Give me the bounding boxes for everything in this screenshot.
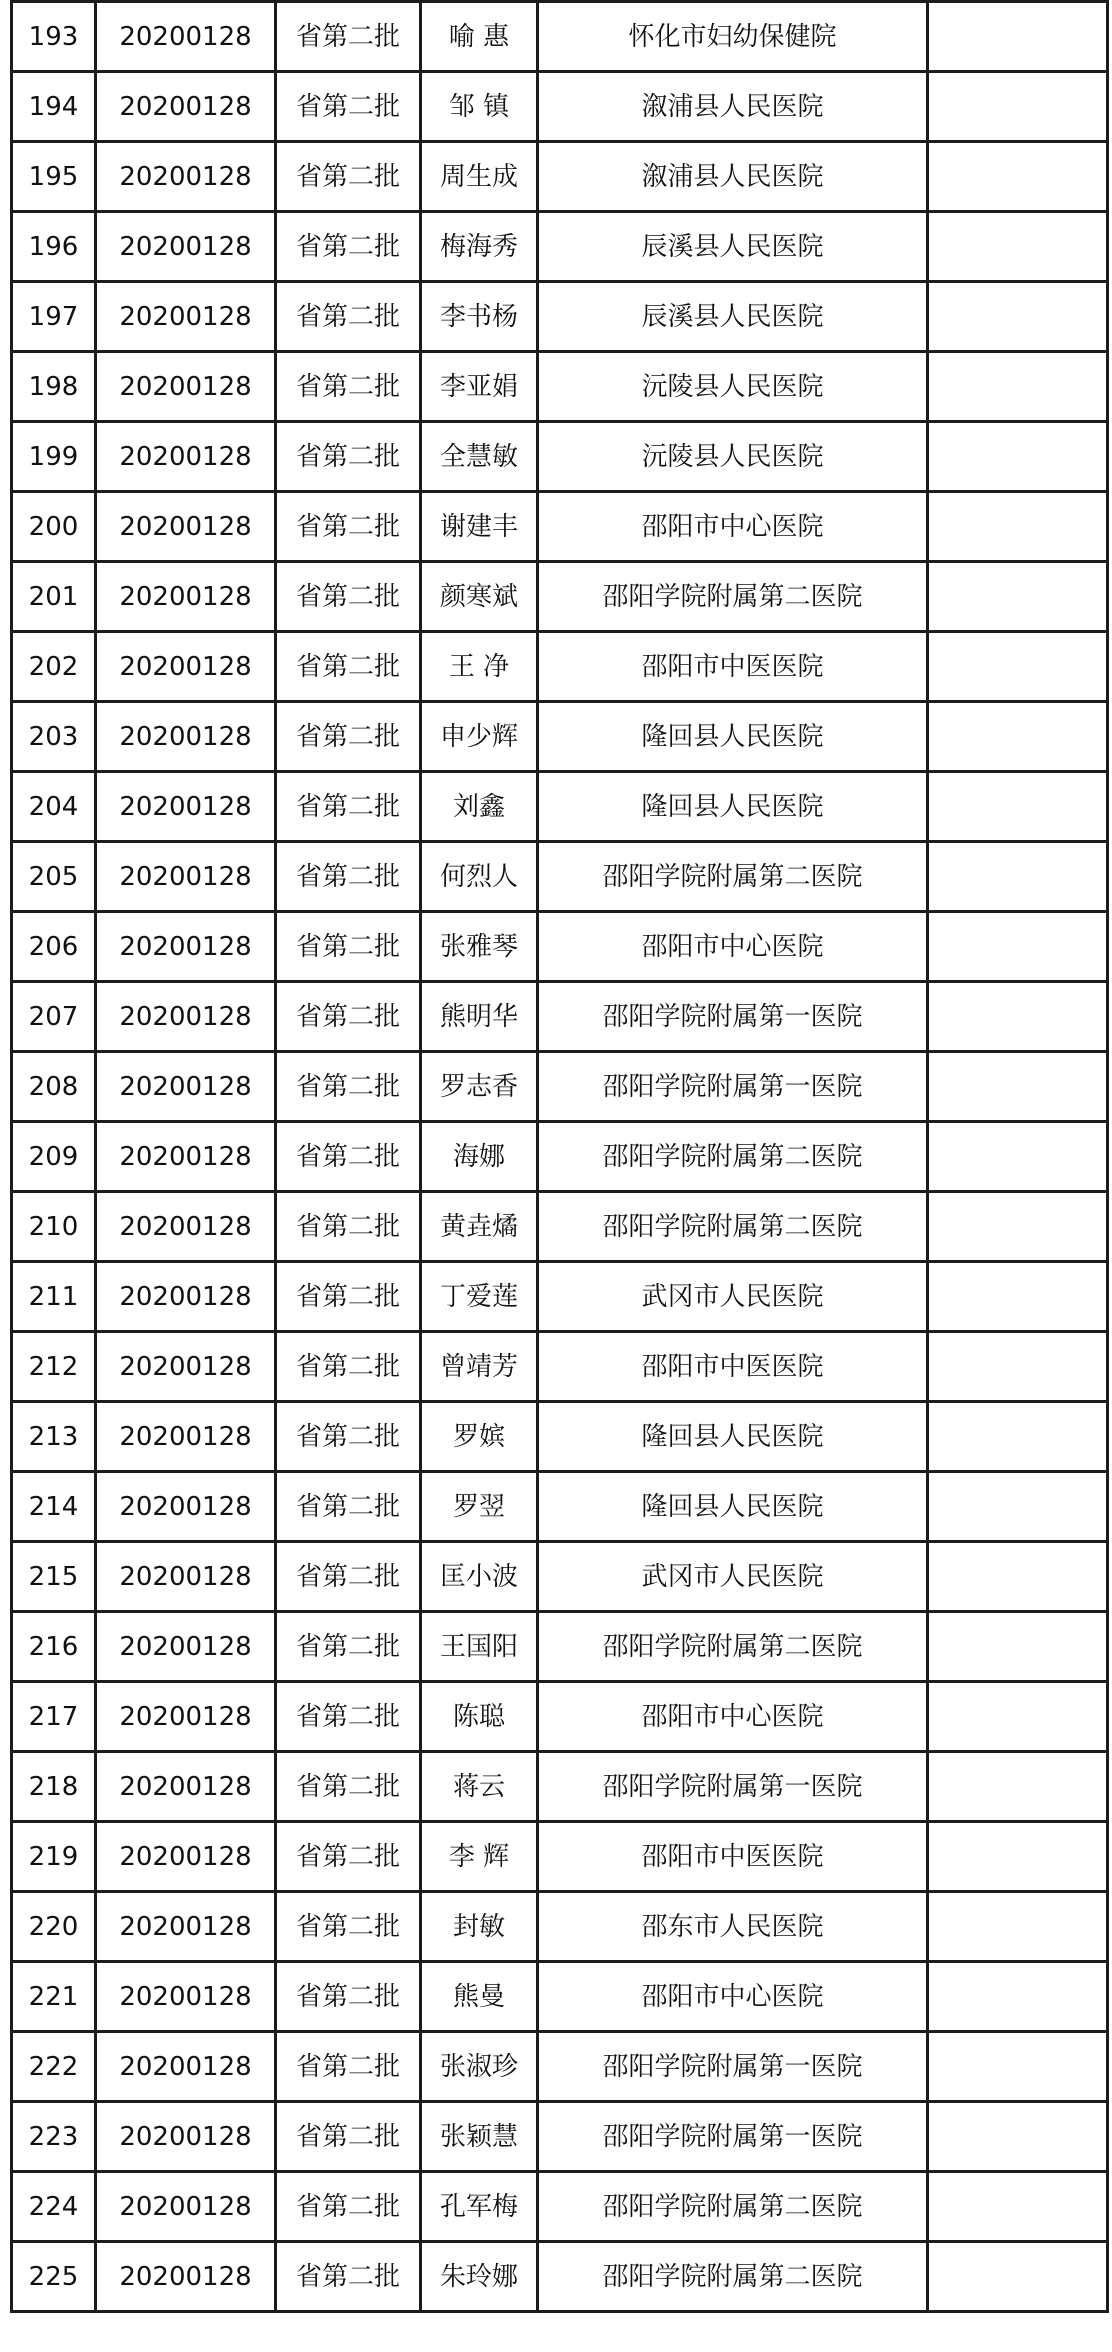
table-row bbox=[12, 1262, 1108, 1332]
batch-cell: 省第二批 bbox=[276, 1962, 421, 2032]
name-cell: 全慧敏 bbox=[421, 422, 538, 492]
row-number-cell: 198 bbox=[12, 352, 96, 422]
row-number-cell: 215 bbox=[12, 1542, 96, 1612]
date-cell: 20200128 bbox=[96, 142, 276, 212]
table-row bbox=[12, 562, 1108, 632]
table-row bbox=[12, 492, 1108, 562]
batch-cell: 省第二批 bbox=[276, 1052, 421, 1122]
name-cell: 匡小波 bbox=[421, 1542, 538, 1612]
date-cell: 20200128 bbox=[96, 1262, 276, 1332]
batch-cell: 省第二批 bbox=[276, 1822, 421, 1892]
date-cell: 20200128 bbox=[96, 2172, 276, 2242]
date-cell: 20200128 bbox=[96, 2102, 276, 2172]
table-row bbox=[12, 1822, 1108, 1892]
batch-cell: 省第二批 bbox=[276, 212, 421, 282]
hospital-cell: 邵阳学院附属第一医院 bbox=[538, 982, 928, 1052]
row-number-cell: 202 bbox=[12, 632, 96, 702]
batch-cell: 省第二批 bbox=[276, 1892, 421, 1962]
row-number-cell: 218 bbox=[12, 1752, 96, 1822]
hospital-cell: 隆回县人民医院 bbox=[538, 702, 928, 772]
remark-cell bbox=[928, 632, 1108, 702]
row-number-cell: 214 bbox=[12, 1472, 96, 1542]
name-cell: 王 净 bbox=[421, 632, 538, 702]
name-cell: 海娜 bbox=[421, 1122, 538, 1192]
batch-cell: 省第二批 bbox=[276, 2172, 421, 2242]
hospital-cell: 溆浦县人民医院 bbox=[538, 142, 928, 212]
table-row bbox=[12, 1332, 1108, 1402]
name-cell: 张雅琴 bbox=[421, 912, 538, 982]
remark-cell bbox=[928, 2, 1108, 72]
date-cell: 20200128 bbox=[96, 772, 276, 842]
table-row bbox=[12, 1052, 1108, 1122]
batch-cell: 省第二批 bbox=[276, 912, 421, 982]
date-cell: 20200128 bbox=[96, 1122, 276, 1192]
hospital-cell: 沅陵县人民医院 bbox=[538, 352, 928, 422]
table-row bbox=[12, 2102, 1108, 2172]
name-cell: 张淑珍 bbox=[421, 2032, 538, 2102]
table-row bbox=[12, 842, 1108, 912]
table-row bbox=[12, 2242, 1108, 2312]
table-row bbox=[12, 2032, 1108, 2102]
hospital-cell: 武冈市人民医院 bbox=[538, 1262, 928, 1332]
row-number-cell: 208 bbox=[12, 1052, 96, 1122]
row-number-cell: 199 bbox=[12, 422, 96, 492]
remark-cell bbox=[928, 142, 1108, 212]
row-number-cell: 196 bbox=[12, 212, 96, 282]
batch-cell: 省第二批 bbox=[276, 2102, 421, 2172]
row-number-cell: 225 bbox=[12, 2242, 96, 2312]
remark-cell bbox=[928, 912, 1108, 982]
batch-cell: 省第二批 bbox=[276, 1752, 421, 1822]
hospital-cell: 辰溪县人民医院 bbox=[538, 212, 928, 282]
batch-cell: 省第二批 bbox=[276, 772, 421, 842]
date-cell: 20200128 bbox=[96, 282, 276, 352]
remark-cell bbox=[928, 1332, 1108, 1402]
hospital-cell: 邵阳学院附属第二医院 bbox=[538, 2242, 928, 2312]
table-row bbox=[12, 1612, 1108, 1682]
name-cell: 陈聪 bbox=[421, 1682, 538, 1752]
date-cell: 20200128 bbox=[96, 1402, 276, 1472]
hospital-cell: 隆回县人民医院 bbox=[538, 772, 928, 842]
hospital-cell: 邵阳学院附属第二医院 bbox=[538, 562, 928, 632]
name-cell: 罗志香 bbox=[421, 1052, 538, 1122]
batch-cell: 省第二批 bbox=[276, 282, 421, 352]
date-cell: 20200128 bbox=[96, 632, 276, 702]
hospital-cell: 邵东市人民医院 bbox=[538, 1892, 928, 1962]
name-cell: 颜寒斌 bbox=[421, 562, 538, 632]
date-cell: 20200128 bbox=[96, 1052, 276, 1122]
date-cell: 20200128 bbox=[96, 72, 276, 142]
batch-cell: 省第二批 bbox=[276, 2, 421, 72]
name-cell: 李书杨 bbox=[421, 282, 538, 352]
remark-cell bbox=[928, 1122, 1108, 1192]
table-row bbox=[12, 1472, 1108, 1542]
date-cell: 20200128 bbox=[96, 492, 276, 562]
row-number-cell: 212 bbox=[12, 1332, 96, 1402]
name-cell: 申少辉 bbox=[421, 702, 538, 772]
row-number-cell: 209 bbox=[12, 1122, 96, 1192]
remark-cell bbox=[928, 1892, 1108, 1962]
remark-cell bbox=[928, 1752, 1108, 1822]
table-row bbox=[12, 1542, 1108, 1612]
remark-cell bbox=[928, 702, 1108, 772]
batch-cell: 省第二批 bbox=[276, 2032, 421, 2102]
hospital-cell: 沅陵县人民医院 bbox=[538, 422, 928, 492]
date-cell: 20200128 bbox=[96, 1682, 276, 1752]
row-number-cell: 201 bbox=[12, 562, 96, 632]
remark-cell bbox=[928, 72, 1108, 142]
remark-cell bbox=[928, 422, 1108, 492]
row-number-cell: 197 bbox=[12, 282, 96, 352]
remark-cell bbox=[928, 1052, 1108, 1122]
date-cell: 20200128 bbox=[96, 702, 276, 772]
name-cell: 王国阳 bbox=[421, 1612, 538, 1682]
name-cell: 李亚娟 bbox=[421, 352, 538, 422]
batch-cell: 省第二批 bbox=[276, 352, 421, 422]
table-row bbox=[12, 1402, 1108, 1472]
remark-cell bbox=[928, 2102, 1108, 2172]
date-cell: 20200128 bbox=[96, 1612, 276, 1682]
hospital-cell: 邵阳市中医医院 bbox=[538, 1332, 928, 1402]
table-row bbox=[12, 422, 1108, 492]
name-cell: 何烈人 bbox=[421, 842, 538, 912]
name-cell: 梅海秀 bbox=[421, 212, 538, 282]
hospital-cell: 邵阳市中心医院 bbox=[538, 912, 928, 982]
hospital-cell: 邵阳学院附属第二医院 bbox=[538, 842, 928, 912]
row-number-cell: 213 bbox=[12, 1402, 96, 1472]
name-cell: 刘鑫 bbox=[421, 772, 538, 842]
name-cell: 曾靖芳 bbox=[421, 1332, 538, 1402]
name-cell: 李 辉 bbox=[421, 1822, 538, 1892]
name-cell: 朱玲娜 bbox=[421, 2242, 538, 2312]
remark-cell bbox=[928, 352, 1108, 422]
table-row bbox=[12, 212, 1108, 282]
row-number-cell: 216 bbox=[12, 1612, 96, 1682]
row-number-cell: 203 bbox=[12, 702, 96, 772]
table-row bbox=[12, 72, 1108, 142]
row-number-cell: 223 bbox=[12, 2102, 96, 2172]
table-row bbox=[12, 702, 1108, 772]
hospital-cell: 邵阳学院附属第二医院 bbox=[538, 1192, 928, 1262]
remark-cell bbox=[928, 1402, 1108, 1472]
batch-cell: 省第二批 bbox=[276, 492, 421, 562]
row-number-cell: 219 bbox=[12, 1822, 96, 1892]
name-cell: 孔军梅 bbox=[421, 2172, 538, 2242]
hospital-cell: 邵阳学院附属第一医院 bbox=[538, 2102, 928, 2172]
name-cell: 罗嫔 bbox=[421, 1402, 538, 1472]
remark-cell bbox=[928, 1542, 1108, 1612]
remark-cell bbox=[928, 1262, 1108, 1332]
table-row bbox=[12, 982, 1108, 1052]
table-row bbox=[12, 352, 1108, 422]
row-number-cell: 222 bbox=[12, 2032, 96, 2102]
remark-cell bbox=[928, 2242, 1108, 2312]
batch-cell: 省第二批 bbox=[276, 2242, 421, 2312]
date-cell: 20200128 bbox=[96, 1192, 276, 1262]
date-cell: 20200128 bbox=[96, 2, 276, 72]
date-cell: 20200128 bbox=[96, 1962, 276, 2032]
date-cell: 20200128 bbox=[96, 1752, 276, 1822]
table-row bbox=[12, 2172, 1108, 2242]
date-cell: 20200128 bbox=[96, 2032, 276, 2102]
hospital-cell: 隆回县人民医院 bbox=[538, 1472, 928, 1542]
row-number-cell: 194 bbox=[12, 72, 96, 142]
table-row bbox=[12, 1122, 1108, 1192]
row-number-cell: 195 bbox=[12, 142, 96, 212]
date-cell: 20200128 bbox=[96, 212, 276, 282]
roster-table-body bbox=[12, 2, 1108, 2312]
hospital-cell: 邵阳市中医医院 bbox=[538, 632, 928, 702]
name-cell: 黄垚燏 bbox=[421, 1192, 538, 1262]
date-cell: 20200128 bbox=[96, 1472, 276, 1542]
hospital-cell: 邵阳市中医医院 bbox=[538, 1822, 928, 1892]
date-cell: 20200128 bbox=[96, 982, 276, 1052]
row-number-cell: 204 bbox=[12, 772, 96, 842]
hospital-cell: 邵阳学院附属第二医院 bbox=[538, 1122, 928, 1192]
batch-cell: 省第二批 bbox=[276, 1542, 421, 1612]
table-row bbox=[12, 1892, 1108, 1962]
row-number-cell: 205 bbox=[12, 842, 96, 912]
hospital-cell: 武冈市人民医院 bbox=[538, 1542, 928, 1612]
date-cell: 20200128 bbox=[96, 842, 276, 912]
batch-cell: 省第二批 bbox=[276, 1402, 421, 1472]
row-number-cell: 206 bbox=[12, 912, 96, 982]
remark-cell bbox=[928, 212, 1108, 282]
hospital-cell: 邵阳学院附属第一医院 bbox=[538, 1752, 928, 1822]
hospital-cell: 邵阳市中心医院 bbox=[538, 1682, 928, 1752]
hospital-cell: 怀化市妇幼保健院 bbox=[538, 2, 928, 72]
name-cell: 邹 镇 bbox=[421, 72, 538, 142]
name-cell: 罗翌 bbox=[421, 1472, 538, 1542]
batch-cell: 省第二批 bbox=[276, 1192, 421, 1262]
batch-cell: 省第二批 bbox=[276, 142, 421, 212]
hospital-cell: 邵阳学院附属第一医院 bbox=[538, 2032, 928, 2102]
name-cell: 喻 惠 bbox=[421, 2, 538, 72]
table-row bbox=[12, 632, 1108, 702]
batch-cell: 省第二批 bbox=[276, 632, 421, 702]
date-cell: 20200128 bbox=[96, 422, 276, 492]
table-row bbox=[12, 142, 1108, 212]
table-row bbox=[12, 1962, 1108, 2032]
date-cell: 20200128 bbox=[96, 1542, 276, 1612]
table-row bbox=[12, 912, 1108, 982]
batch-cell: 省第二批 bbox=[276, 702, 421, 772]
batch-cell: 省第二批 bbox=[276, 1682, 421, 1752]
table-row bbox=[12, 1752, 1108, 1822]
hospital-cell: 溆浦县人民医院 bbox=[538, 72, 928, 142]
remark-cell bbox=[928, 1962, 1108, 2032]
hospital-cell: 邵阳市中心医院 bbox=[538, 1962, 928, 2032]
name-cell: 熊曼 bbox=[421, 1962, 538, 2032]
hospital-cell: 邵阳学院附属第二医院 bbox=[538, 1612, 928, 1682]
batch-cell: 省第二批 bbox=[276, 1472, 421, 1542]
date-cell: 20200128 bbox=[96, 912, 276, 982]
date-cell: 20200128 bbox=[96, 352, 276, 422]
remark-cell bbox=[928, 1682, 1108, 1752]
table-row bbox=[12, 2, 1108, 72]
remark-cell bbox=[928, 282, 1108, 352]
remark-cell bbox=[928, 1822, 1108, 1892]
hospital-cell: 辰溪县人民医院 bbox=[538, 282, 928, 352]
table-row bbox=[12, 772, 1108, 842]
date-cell: 20200128 bbox=[96, 2242, 276, 2312]
row-number-cell: 193 bbox=[12, 2, 96, 72]
batch-cell: 省第二批 bbox=[276, 982, 421, 1052]
remark-cell bbox=[928, 1192, 1108, 1262]
batch-cell: 省第二批 bbox=[276, 1332, 421, 1402]
row-number-cell: 211 bbox=[12, 1262, 96, 1332]
table-row bbox=[12, 282, 1108, 352]
remark-cell bbox=[928, 772, 1108, 842]
hospital-cell: 邵阳市中心医院 bbox=[538, 492, 928, 562]
remark-cell bbox=[928, 1472, 1108, 1542]
remark-cell bbox=[928, 1612, 1108, 1682]
table-row bbox=[12, 1192, 1108, 1262]
table-row bbox=[12, 1682, 1108, 1752]
row-number-cell: 217 bbox=[12, 1682, 96, 1752]
row-number-cell: 200 bbox=[12, 492, 96, 562]
name-cell: 张颖慧 bbox=[421, 2102, 538, 2172]
row-number-cell: 210 bbox=[12, 1192, 96, 1262]
remark-cell bbox=[928, 842, 1108, 912]
name-cell: 封敏 bbox=[421, 1892, 538, 1962]
hospital-cell: 邵阳学院附属第一医院 bbox=[538, 1052, 928, 1122]
hospital-cell: 隆回县人民医院 bbox=[538, 1402, 928, 1472]
batch-cell: 省第二批 bbox=[276, 1612, 421, 1682]
batch-cell: 省第二批 bbox=[276, 1262, 421, 1332]
date-cell: 20200128 bbox=[96, 1822, 276, 1892]
name-cell: 谢建丰 bbox=[421, 492, 538, 562]
remark-cell bbox=[928, 2172, 1108, 2242]
date-cell: 20200128 bbox=[96, 562, 276, 632]
batch-cell: 省第二批 bbox=[276, 562, 421, 632]
batch-cell: 省第二批 bbox=[276, 422, 421, 492]
name-cell: 周生成 bbox=[421, 142, 538, 212]
remark-cell bbox=[928, 562, 1108, 632]
date-cell: 20200128 bbox=[96, 1892, 276, 1962]
batch-cell: 省第二批 bbox=[276, 842, 421, 912]
batch-cell: 省第二批 bbox=[276, 72, 421, 142]
date-cell: 20200128 bbox=[96, 1332, 276, 1402]
batch-cell: 省第二批 bbox=[276, 1122, 421, 1192]
row-number-cell: 224 bbox=[12, 2172, 96, 2242]
remark-cell bbox=[928, 982, 1108, 1052]
hospital-cell: 邵阳学院附属第二医院 bbox=[538, 2172, 928, 2242]
row-number-cell: 207 bbox=[12, 982, 96, 1052]
remark-cell bbox=[928, 492, 1108, 562]
name-cell: 丁爱莲 bbox=[421, 1262, 538, 1332]
roster-table bbox=[10, 0, 1109, 2313]
name-cell: 熊明华 bbox=[421, 982, 538, 1052]
row-number-cell: 220 bbox=[12, 1892, 96, 1962]
row-number-cell: 221 bbox=[12, 1962, 96, 2032]
name-cell: 蒋云 bbox=[421, 1752, 538, 1822]
remark-cell bbox=[928, 2032, 1108, 2102]
